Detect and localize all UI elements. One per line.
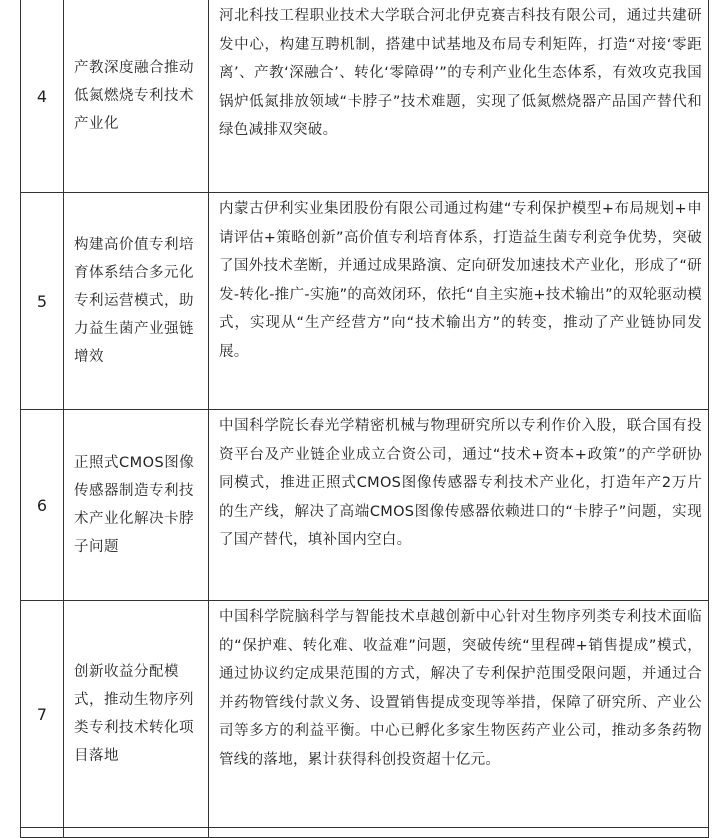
- row-number: 6: [21, 410, 64, 601]
- row-number: 4: [21, 0, 64, 193]
- case-title: 创新收益分配模式，推动生物序列类专利技术转化项目落地: [64, 601, 209, 828]
- case-description: 内蒙古伊利实业集团股份有限公司通过构建“专利保护模型+布局规划+申请评估+策略创新”高价值专利培育体系，打造益生菌专利竞争优势，突破了国外技术垄断，并通过成果路演、定向研发加速技术产业化，形成了“研发-转化-推广-实施”的高效闭环，依托“自主实施+技术输出”的双轮驱动模式，实现从“生产经营方”向“技术输出方”的转变，推动了产业链协同发展。: [209, 193, 709, 410]
- case-description: 中国科学院脑科学与智能技术卓越创新中心针对生物序列类专利技术面临的“保护难、转化难、收益难”问题，突破传统“里程碑+销售提成”模式，通过协议约定成果范围的方式，解决了专利保护范围受限问题，并通过合并药物管线付款义务、设置销售提成变现等举措，保障了研究所、产业公司等多方的利益平衡。中心已孵化多家生物医药产业公司，推动多条药物管线的落地，累计获得科创投资超十亿元。: [209, 601, 709, 828]
- case-description: 河北科技工程职业技术大学联合河北伊克赛吉科技有限公司，通过共建研发中心，构建互聘机制，搭建中试基地及布局专利矩阵，打造“对接‘零距离’、产教‘深融合’、转化‘零障碍’”的专利产业化生态体系，有效攻克我国锅炉低氮排放领域“卡脖子”技术难题，实现了低氮燃烧器产品国产替代和绿色减排双突破。: [209, 0, 709, 193]
- case-title: 产教深度融合推动低氮燃烧专利技术产业化: [64, 0, 209, 193]
- table-row: [21, 601, 709, 828]
- table-row: [21, 193, 709, 410]
- table-row: [21, 0, 709, 193]
- case-title: 构建高价值专利培育体系结合多元化专利运营模式，助力益生菌产业强链增效: [64, 193, 209, 410]
- table-row: [21, 410, 709, 601]
- row-number: 7: [21, 601, 64, 828]
- row-number: 5: [21, 193, 64, 410]
- case-title: 正照式CMOS图像传感器制造专利技术产业化解决卡脖子问题: [64, 410, 209, 601]
- row-number-empty: [21, 828, 64, 838]
- case-description: 中国科学院长春光学精密机械与物理研究所以专利作价入股，联合国有投资平台及产业链企业成立合资公司，通过“技术+资本+政策”的产学研协同模式，推进正照式CMOS图像传感器专利技术产业化，打造年产2万片的生产线，解决了高端CMOS图像传感器依赖进口的“卡脖子”问题，实现了国产替代，填补国内空白。: [209, 410, 709, 601]
- case-description-empty: [209, 828, 709, 838]
- table-row-partial: [21, 828, 709, 838]
- cases-table: [20, 0, 709, 838]
- case-title-empty: [64, 828, 209, 838]
